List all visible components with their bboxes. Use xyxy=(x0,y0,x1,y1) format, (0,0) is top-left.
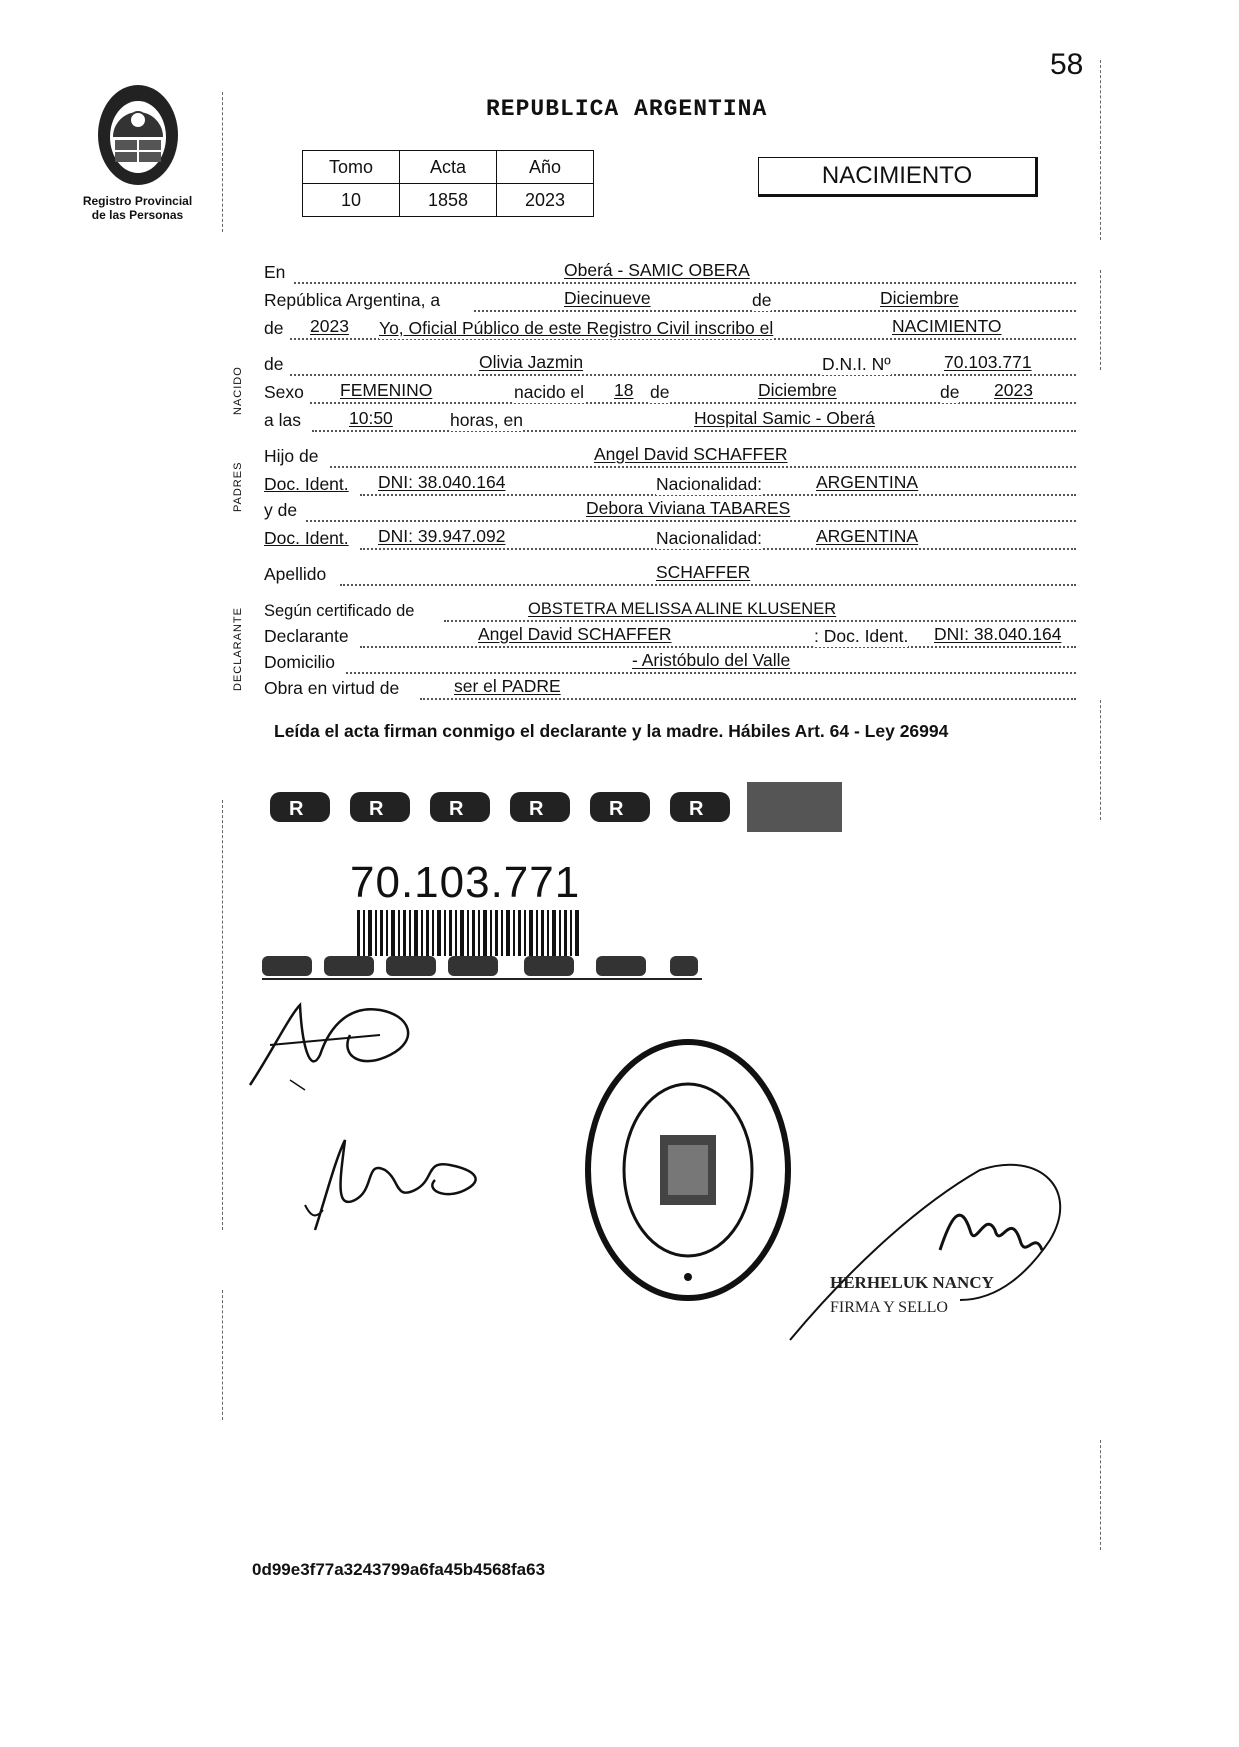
value-declarante: Angel David SCHAFFER xyxy=(478,624,672,644)
margin-cut-line xyxy=(222,800,223,1230)
row-obra xyxy=(264,674,1080,702)
dotted-line xyxy=(420,698,1076,700)
barcode-icon xyxy=(357,910,579,956)
tomo-header: Tomo xyxy=(303,151,400,184)
label-declarante: Declarante xyxy=(264,626,349,646)
label-yo-oficial: Yo, Oficial Público de este Registro Civil inscribo el xyxy=(379,318,774,338)
margin-cut-line xyxy=(1100,60,1101,240)
document-hash: 0d99e3f77a3243799a6fa45b4568fa63 xyxy=(252,1560,546,1579)
dotted-line xyxy=(310,402,1076,404)
label-de: de xyxy=(650,382,670,402)
logo-caption-line1: Registro Provincial xyxy=(82,194,193,208)
svg-text:R: R xyxy=(369,798,384,820)
row-madre xyxy=(264,496,1080,524)
section-label-nacido: NACIDO xyxy=(232,366,244,415)
value-lugar-nacimiento: Hospital Samic - Oberá xyxy=(694,408,875,428)
svg-text:R: R xyxy=(689,798,704,820)
row-certificado xyxy=(264,596,1080,624)
row-nombre xyxy=(264,350,1080,378)
closing-statement: Leída el acta firman conmigo el declarante y la madre. Hábiles Art. 64 - Ley 26994 xyxy=(274,721,949,741)
value-hora: 10:50 xyxy=(349,408,393,428)
tomo-value: 10 xyxy=(303,184,400,217)
row-domicilio xyxy=(264,648,1080,676)
label-y-de: y de xyxy=(264,500,298,520)
row-inscripcion xyxy=(264,314,1080,342)
dni-stamp-number: 70.103.771 xyxy=(350,858,581,907)
officer-stamp-line2: FIRMA Y SELLO xyxy=(830,1299,948,1316)
row-padre-documento xyxy=(264,470,1080,498)
value-certificado: OBSTETRA MELISSA ALINE KLUSENER xyxy=(528,600,837,618)
dotted-line xyxy=(340,584,1076,586)
label-segun-certificado: Según certificado de xyxy=(264,602,415,620)
label-apellido: Apellido xyxy=(264,564,327,584)
label-nacido-el: nacido el xyxy=(514,382,585,402)
svg-text:R: R xyxy=(609,798,624,820)
value-padre-documento: DNI: 38.040.164 xyxy=(378,472,506,492)
row-padre xyxy=(264,442,1080,470)
label-a-las: a las xyxy=(264,410,301,430)
value-obra: ser el PADRE xyxy=(454,676,561,696)
officer-signature-icon xyxy=(780,1150,1090,1350)
reference-table xyxy=(302,150,594,217)
label-nacionalidad: Nacionalidad: xyxy=(656,528,763,548)
value-dni: 70.103.771 xyxy=(944,352,1032,372)
label-obra-en-virtud: Obra en virtud de xyxy=(264,678,400,698)
value-dia-nacimiento: 18 xyxy=(614,380,634,400)
value-madre-nacionalidad: ARGENTINA xyxy=(816,526,919,546)
value-padre: Angel David SCHAFFER xyxy=(594,444,788,464)
dotted-line xyxy=(306,520,1076,522)
officer-stamp-line1: HERHELUK NANCY xyxy=(830,1273,994,1292)
label-doc-ident: Doc. Ident. xyxy=(264,528,349,548)
security-strip-icon xyxy=(262,952,702,980)
mother-signature-icon xyxy=(285,1120,505,1240)
label-doc-ident: Doc. Ident. xyxy=(264,474,349,494)
row-sexo xyxy=(264,378,1080,406)
page-number: 58 xyxy=(1050,48,1084,81)
row-madre-documento xyxy=(264,524,1080,552)
label-republica: República Argentina, a xyxy=(264,290,441,310)
security-strip-icon xyxy=(262,778,845,836)
label-nacionalidad: Nacionalidad: xyxy=(656,474,763,494)
section-label-declarante: DECLARANTE xyxy=(232,607,244,691)
anio-value: 2023 xyxy=(497,184,594,217)
label-horas-en: horas, en xyxy=(450,410,523,430)
registry-logo xyxy=(80,80,195,222)
dotted-line xyxy=(330,466,1076,468)
row-fecha xyxy=(264,286,1080,314)
label-de: de xyxy=(264,354,284,374)
margin-cut-line xyxy=(1100,270,1101,370)
value-declarante-documento: DNI: 38.040.164 xyxy=(934,624,1062,644)
row-declarante xyxy=(264,622,1080,650)
value-tipo-acto: NACIMIENTO xyxy=(892,316,1002,336)
declarant-signature-icon xyxy=(230,985,440,1105)
label-de: de xyxy=(940,382,960,402)
value-madre: Debora Viviana TABARES xyxy=(586,498,791,518)
label-de: de xyxy=(264,318,284,338)
dotted-line xyxy=(312,430,1076,432)
svg-text:R: R xyxy=(529,798,544,820)
value-domicilio: - Aristóbulo del Valle xyxy=(632,650,791,670)
label-de: de xyxy=(752,290,772,310)
label-en: En xyxy=(264,262,286,282)
value-padre-nacionalidad: ARGENTINA xyxy=(816,472,919,492)
svg-text:R: R xyxy=(449,798,464,820)
label-dni: D.N.I. Nº xyxy=(822,354,891,374)
dotted-line xyxy=(294,282,1076,284)
value-mes-nacimiento: Diciembre xyxy=(758,380,837,400)
svg-text:R: R xyxy=(289,798,304,820)
value-mes-texto: Diciembre xyxy=(880,288,959,308)
dotted-line xyxy=(474,310,1076,312)
margin-cut-line xyxy=(222,92,223,232)
value-madre-documento: DNI: 39.947.092 xyxy=(378,526,506,546)
margin-cut-line xyxy=(1100,700,1101,820)
label-sexo: Sexo xyxy=(264,382,304,402)
coat-of-arms-icon xyxy=(93,80,183,190)
value-nombre: Olivia Jazmin xyxy=(479,352,584,372)
record-type-box: NACIMIENTO xyxy=(758,157,1038,197)
value-dia-texto: Diecinueve xyxy=(564,288,651,308)
acta-value: 1858 xyxy=(400,184,497,217)
row-lugar xyxy=(264,258,1080,286)
value-anio-nacimiento: 2023 xyxy=(994,380,1033,400)
logo-caption-line2: de las Personas xyxy=(91,208,184,222)
value-anio-inscripcion: 2023 xyxy=(310,316,349,336)
official-seal-icon xyxy=(578,1035,798,1305)
label-hijo-de: Hijo de xyxy=(264,446,319,466)
margin-cut-line xyxy=(222,1290,223,1420)
anio-header: Año xyxy=(497,151,594,184)
margin-cut-line xyxy=(1100,1440,1101,1550)
value-sexo: FEMENINO xyxy=(340,380,433,400)
row-hora xyxy=(264,406,1080,434)
dotted-line xyxy=(290,374,1076,376)
document-title: REPUBLICA ARGENTINA xyxy=(486,96,768,122)
label-doc-ident: : Doc. Ident. xyxy=(814,626,909,646)
section-label-padres: PADRES xyxy=(232,461,244,512)
acta-header: Acta xyxy=(400,151,497,184)
value-apellido: SCHAFFER xyxy=(656,562,751,582)
value-lugar: Oberá - SAMIC OBERA xyxy=(564,260,750,280)
row-apellido xyxy=(264,560,1080,588)
label-domicilio: Domicilio xyxy=(264,652,335,672)
